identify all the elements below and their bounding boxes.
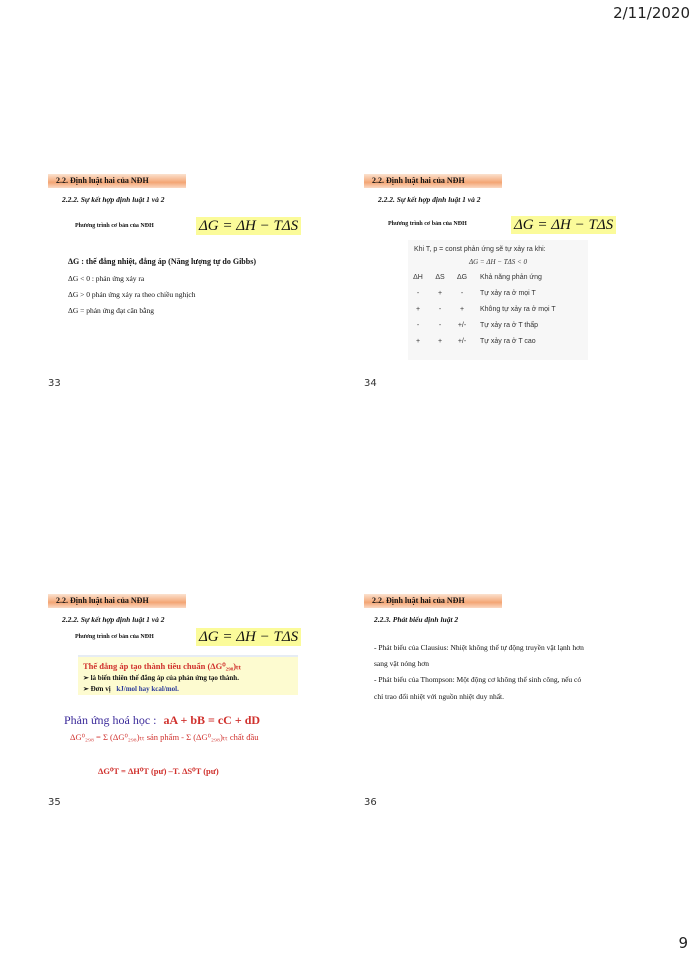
slide-header: 2.2. Định luật hai của NĐH	[364, 174, 502, 188]
condition-line: ΔG > 0 phản ứng xảy ra theo chiều nghịch	[68, 290, 196, 299]
statement-line: chỉ trao đổi nhiệt với nguồn nhiệt duy nhất.	[374, 692, 504, 701]
print-date: 2/11/2020	[613, 4, 690, 22]
equation-label: Phương trình cơ bản của NĐH	[388, 221, 467, 227]
box-line: ➢ là biến thiên thế đẳng áp của phản ứng tạo thành.	[83, 674, 239, 682]
equation-label: Phương trình cơ bản của NĐH	[75, 223, 154, 229]
gibbs-equation: ΔG = ΔH − TΔS	[196, 628, 301, 646]
formula-line: ΔG⁰₂₉₈ = Σ (ΔG⁰₂₉₈)ₜₜ sản phẩm - Σ (ΔG⁰₂₉₈)ₜₜ chất đầu	[70, 732, 259, 742]
statement-line: - Phát biểu của Thompson: Một động cơ không thể sinh công, nếu có	[374, 675, 582, 684]
slide-subtitle: 2.2.3. Phát biểu định luật 2	[374, 615, 459, 624]
equation-label: Phương trình cơ bản của NĐH	[75, 634, 154, 640]
slide-subtitle: 2.2.2. Sự kết hợp định luật 1 và 2	[62, 615, 165, 624]
table-row: - - +/- Tự xảy ra ở T thấp	[416, 322, 539, 329]
definition-line: ΔG : thế đẳng nhiệt, đẳng áp (Năng lượng tự do Gibbs)	[68, 257, 256, 266]
formula-line: ΔG⁰T = ΔH⁰T (pư) –T. ΔS⁰T (pư)	[98, 766, 219, 776]
table-condition: ΔG = ΔH − TΔS < 0	[469, 258, 527, 266]
condition-line: ΔG < 0 : phản ứng xảy ra	[68, 274, 145, 283]
slide-header: 2.2. Định luật hai của NĐH	[48, 174, 186, 188]
slide-number: 33	[48, 378, 61, 389]
gibbs-equation: ΔG = ΔH − TΔS	[511, 216, 616, 234]
slide-number: 34	[364, 378, 377, 389]
condition-line: ΔG = phản ứng đạt cân bằng	[68, 306, 155, 315]
statement-line: - Phát biểu của Clausius: Nhiệt không thể tự động truyền vật lạnh hơn	[374, 643, 584, 652]
box-title: Thế đẳng áp tạo thành tiêu chuẩn (ΔG⁰₂₉₈)ₜₜ	[83, 661, 242, 671]
slide-subtitle: 2.2.2. Sự kết hợp định luật 1 và 2	[62, 195, 165, 204]
slide-34	[356, 168, 656, 358]
slide-header: 2.2. Định luật hai của NĐH	[364, 594, 502, 608]
slide-36	[360, 588, 660, 778]
spontaneity-table	[408, 240, 588, 360]
slide-subtitle: 2.2.2. Sự kết hợp định luật 1 và 2	[378, 195, 481, 204]
slide-header: 2.2. Định luật hai của NĐH	[48, 594, 186, 608]
table-row: + - + Không tự xảy ra ở mọi T	[415, 306, 556, 313]
slide-33	[40, 168, 340, 358]
table-row: - + - Tự xảy ra ở mọi T	[416, 290, 536, 297]
reaction-line: Phản ứng hoá học : aA + bB = cC + dD	[64, 713, 261, 727]
standard-gibbs-box	[78, 655, 298, 695]
slide-number: 35	[48, 797, 61, 808]
table-intro: Khi T, p = const phản ứng sẽ tự xảy ra khi:	[414, 246, 546, 253]
slide-35	[40, 588, 340, 778]
gibbs-equation: ΔG = ΔH − TΔS	[196, 217, 301, 235]
table-header-row: ΔH ΔS ΔG Khả năng phản ứng	[413, 274, 542, 281]
box-line: ➢ Đơn vị kJ/mol hay kcal/mol.	[83, 685, 179, 693]
page-number: 9	[678, 934, 688, 952]
table-row: + + +/- Tự xảy ra ở T cao	[415, 338, 536, 345]
statement-line: sang vật nóng hơn	[374, 659, 430, 668]
slide-number: 36	[364, 797, 377, 808]
